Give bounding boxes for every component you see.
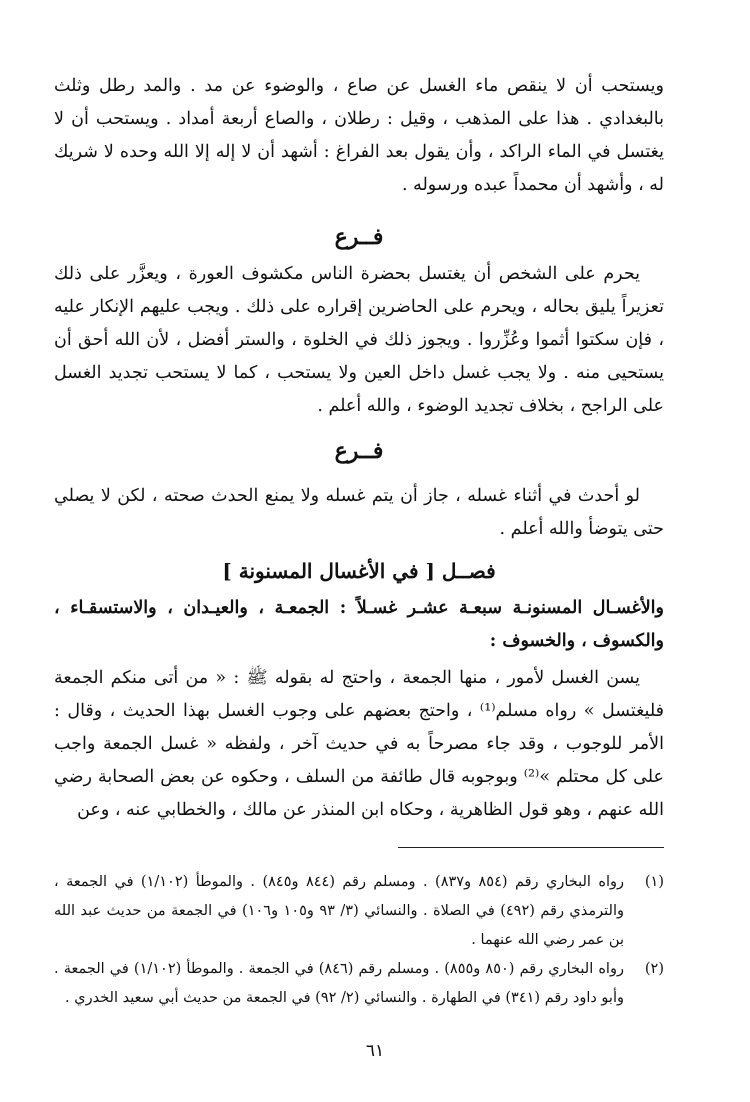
footnote-number: (١) <box>644 874 664 890</box>
paragraph-sunnah-ghusl-list: والأغسـال المسنونـة سبعـة عشـر غسـلاً : الجمعـة ، والعيـدان ، والاستسقـاء ، والكسوف ، والخسوف : <box>54 598 664 651</box>
paragraph-awrah: يحرم على الشخص أن يغتسل بحضرة الناس مكشوف العورة ، ويعزَّر على ذلك تعزيراً يليق بحاله ، ويحرم على الحاضرين إقراره على ذلك . ويجب عليهم الإنكار عليه ، فإن سكتوا أثموا وعُزِّروا . ويجوز ذلك في الخلوة ، والستر أفضل ، لأن الله أحق أن يستحيى منه . ولا يجب غسل داخل العين ولا يستحب ، كما لا يستحب تجديد الغسل على الراجح ، بخلاف تجديد الوضوء ، والله أعلم . <box>54 264 664 416</box>
paragraph-hadath: لو أحدث في أثناء غسله ، جاز أن يتم غسله ولا يمنع الحدث صحته ، لكن لا يصلي حتى يتوضأ والله أعلم . <box>54 486 664 539</box>
footnote-1 <box>54 868 664 955</box>
paragraph-ghusl-quantity: ويستحب أن لا ينقص ماء الغسل عن صاع ، والوضوء عن مد . والمد رطل وثلث بالبغدادي . هذا على المذهب ، وقيل : رطلان ، والصاع أربعة أمداد . ويستحب أن لا يغتسل في الماء الراكد ، وأن يقول بعد الفراغ : أشهد أن لا إله إلا الله وحده لا شريك له ، وأشهد أن محمداً عبده ورسوله . <box>54 76 664 195</box>
footnote-text: رواه البخاري رقم (٨٥٤ و٨٣٧) . ومسلم رقم (٨٤٤ و٨٤٥) . والموطأ (١/١٠٢) في الجمعة ، والترمذي رقم (٤٩٢) في الصلاة . والنسائي (٣/ ٩٣ و١٠٥ و١٠٦) في الجمعة من حديث عبد الله بن عمر رضي الله عنهما . <box>54 874 624 948</box>
footnote-text: رواه البخاري رقم (٨٥٠ و٨٥٥) . ومسلم رقم (٨٤٦) في الجمعة . والموطأ (١/١٠٢) في الجمعة . وأبو داود رقم (٣٤١) في الطهارة . والنسائي (٢/ ٩٢) في الجمعة من حديث أبي سعيد الخدري . <box>54 961 624 1006</box>
subheading-far-2: فــرع <box>334 438 384 464</box>
paragraph-jumuah: يسن الغسل لأمور ، منها الجمعة ، واحتج له بقوله ﷺ : « من أتى منكم الجمعة فليغتسل » رواه مسلم⁽¹⁾ ، واحتج بعضهم على وجوب الغسل بهذا الحديث ، وقال : الأمر للوجوب ، وقد جاء مصرحاً به في حديث آخر ، ولفظه « غسل الجمعة واجب على كل محتلم »⁽²⁾ وبوجوبه قال طائفة من السلف ، وحكوه عن بعض الصحابة رضي الله عنهم ، وهو قول الظاهرية ، وحكاه ابن المنذر عن مالك ، والخطابي عنه ، وعن <box>54 668 664 820</box>
footnote-number: (٢) <box>644 961 664 977</box>
section-title: فصــل [ في الأغسال المسنونة ] <box>222 559 496 583</box>
footnote-2 <box>54 955 664 1013</box>
page-number: ٦١ <box>365 1041 385 1061</box>
footnote-divider <box>398 847 664 848</box>
subheading-far-1: فــرع <box>334 224 384 250</box>
footnotes <box>54 868 664 1013</box>
